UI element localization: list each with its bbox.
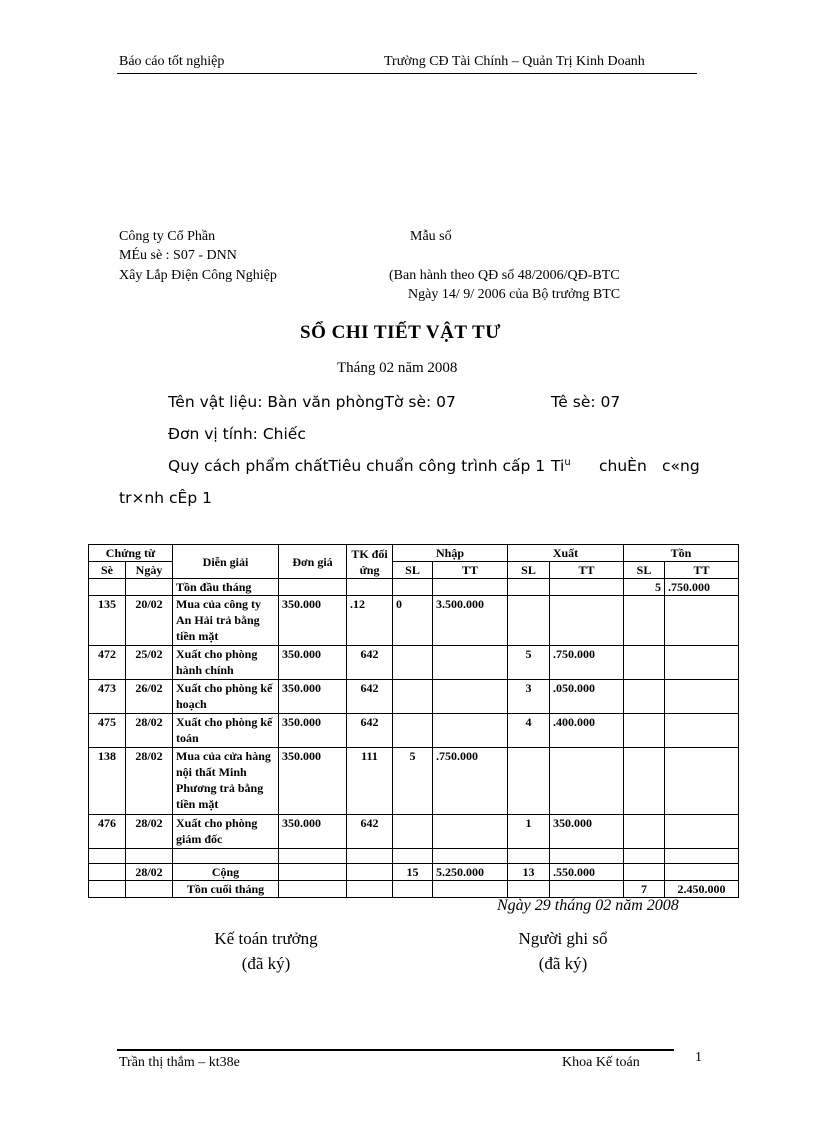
row-desc: Xuất cho phòng giám đốc [173, 815, 279, 849]
col-in-sl: SL [393, 562, 433, 579]
row-out-sl [508, 748, 550, 815]
quality-spec-extra-1b: u [564, 457, 571, 468]
row-out-tt: .750.000 [550, 646, 624, 680]
total-row [89, 864, 739, 881]
row-no: 472 [89, 646, 126, 680]
recorder-status: (đã ký) [538, 954, 588, 973]
total-out-sl: 13 [508, 864, 550, 881]
sheet-number: Tê sè: 07 [551, 393, 621, 411]
total-out-tt: .550.000 [550, 864, 624, 881]
quality-spec: Quy cách phẩm chấtTiêu chuẩn công trình cấp 1 [168, 457, 546, 475]
material-ledger-table [88, 544, 739, 898]
row-account: 642 [347, 646, 393, 680]
closing-desc: Tồn cuối tháng [173, 881, 279, 898]
row-price: 350.000 [279, 596, 347, 646]
row-date: 28/02 [126, 815, 173, 849]
quality-spec-extra-3: c«ng [662, 457, 700, 475]
row-account: .12 [347, 596, 393, 646]
opening-desc: Tồn đầu tháng [173, 579, 279, 596]
closing-bal-sl: 7 [624, 881, 665, 898]
blank-row [89, 849, 739, 864]
col-balance: Tồn [624, 545, 739, 562]
header-rule [117, 73, 697, 74]
page-number: 1 [695, 1050, 702, 1065]
opening-row [89, 579, 739, 596]
total-desc: Cộng [173, 864, 279, 881]
row-out-tt [550, 748, 624, 815]
footer-right: Khoa Kế toán [562, 1055, 640, 1070]
row-date: 20/02 [126, 596, 173, 646]
col-out-tt: TT [550, 562, 624, 579]
row-date: 25/02 [126, 646, 173, 680]
table-row [89, 680, 739, 714]
quality-spec-wrap: tr×nh cÊp 1 [119, 489, 212, 507]
col-out: Xuất [508, 545, 624, 562]
closing-bal-tt: 2.450.000 [665, 881, 739, 898]
doc-period: Tháng 02 năm 2008 [337, 360, 458, 376]
company-line-2: MÉu sè : S07 - DNN [119, 248, 237, 263]
row-account: 111 [347, 748, 393, 815]
row-out-tt: .400.000 [550, 714, 624, 748]
col-voucher: Chứng từ [89, 545, 173, 562]
header-right: Trường CĐ Tài Chính – Quản Trị Kinh Doanh [384, 54, 645, 69]
sign-date: Ngày 29 tháng 02 năm 2008 [497, 897, 679, 914]
quality-spec-extra-1 [551, 457, 571, 475]
company-line-1: Công ty Cổ Phần [119, 229, 216, 244]
row-desc: Xuất cho phòng kế toán [173, 714, 279, 748]
row-desc: Xuất cho phòng kế hoạch [173, 680, 279, 714]
row-in-sl: 5 [393, 748, 433, 815]
col-desc: Diễn giải [173, 545, 279, 579]
row-out-sl: 3 [508, 680, 550, 714]
col-voucher-no: Sè [89, 562, 126, 579]
row-no: 138 [89, 748, 126, 815]
col-account-line-1: TK đối [351, 546, 388, 561]
row-date: 28/02 [126, 748, 173, 815]
total-date: 28/02 [126, 864, 173, 881]
row-in-sl [393, 646, 433, 680]
col-bal-sl: SL [624, 562, 665, 579]
row-account: 642 [347, 815, 393, 849]
col-price: Đơn giá [279, 545, 347, 579]
row-date: 28/02 [126, 714, 173, 748]
row-in-sl [393, 680, 433, 714]
doc-title: SỔ CHI TIẾT VẬT TƯ [300, 322, 501, 343]
row-in-tt [433, 815, 508, 849]
row-in-sl [393, 714, 433, 748]
row-in-sl [393, 815, 433, 849]
chief-accountant-title: Kế toán trưởng [214, 929, 318, 948]
row-in-tt: 3.500.000 [433, 596, 508, 646]
table-row [89, 748, 739, 815]
row-in-tt [433, 680, 508, 714]
opening-bal-tt: .750.000 [665, 579, 739, 596]
col-in-tt: TT [433, 562, 508, 579]
unit-of-measure: Đơn vị tính: Chiếc [168, 425, 306, 443]
form-date: Ngày 14/ 9/ 2006 của Bộ trưởng BTC [408, 287, 621, 302]
row-out-sl: 5 [508, 646, 550, 680]
row-no: 135 [89, 596, 126, 646]
row-desc: Mua của công ty An Hải trả bằng tiền mặt [173, 596, 279, 646]
col-bal-tt: TT [665, 562, 739, 579]
col-in: Nhập [393, 545, 508, 562]
closing-row [89, 881, 739, 898]
total-in-tt: 5.250.000 [433, 864, 508, 881]
table-row [89, 815, 739, 849]
form-decree: (Ban hành theo QĐ số 48/2006/QĐ-BTC [389, 268, 620, 283]
chief-accountant-status: (đã ký) [241, 954, 291, 973]
row-in-tt: .750.000 [433, 748, 508, 815]
footer-left: Trần thị thắm – kt38e [119, 1055, 240, 1070]
row-price: 350.000 [279, 646, 347, 680]
row-in-sl: 0 [393, 596, 433, 646]
footer-rule [117, 1049, 674, 1051]
total-in-sl: 15 [393, 864, 433, 881]
quality-spec-extra-1a: Ti [551, 457, 565, 476]
row-no: 476 [89, 815, 126, 849]
row-date: 26/02 [126, 680, 173, 714]
col-account-line-2: ứng [359, 562, 380, 577]
row-out-sl: 4 [508, 714, 550, 748]
table-row [89, 714, 739, 748]
row-price: 350.000 [279, 680, 347, 714]
row-price: 350.000 [279, 815, 347, 849]
row-price: 350.000 [279, 714, 347, 748]
table-row [89, 596, 739, 646]
row-out-tt [550, 596, 624, 646]
row-in-tt [433, 646, 508, 680]
col-account [347, 545, 393, 579]
quality-spec-extra-2: chuÈn [599, 457, 647, 475]
header-left: Báo cáo tốt nghiệp [119, 54, 225, 69]
row-desc: Xuất cho phòng hành chính [173, 646, 279, 680]
col-voucher-date: Ngày [126, 562, 173, 579]
row-no: 473 [89, 680, 126, 714]
table-row [89, 646, 739, 680]
col-out-sl: SL [508, 562, 550, 579]
row-out-sl: 1 [508, 815, 550, 849]
company-line-3: Xây Lắp Điện Công Nghiệp [119, 268, 277, 283]
recorder-title: Người ghi sổ [518, 929, 608, 948]
row-no: 475 [89, 714, 126, 748]
row-account: 642 [347, 714, 393, 748]
row-account: 642 [347, 680, 393, 714]
material-name: Tên vật liệu: Bàn văn phòngTờ sè: 07 [168, 393, 456, 411]
row-out-tt: .050.000 [550, 680, 624, 714]
row-out-tt: 350.000 [550, 815, 624, 849]
row-in-tt [433, 714, 508, 748]
form-label: Mẫu số [410, 229, 452, 244]
row-price: 350.000 [279, 748, 347, 815]
opening-bal-sl: 5 [624, 579, 665, 596]
row-out-sl [508, 596, 550, 646]
row-desc: Mua của cửa hàng nội thất Minh Phương trả bằng tiền mặt [173, 748, 279, 815]
